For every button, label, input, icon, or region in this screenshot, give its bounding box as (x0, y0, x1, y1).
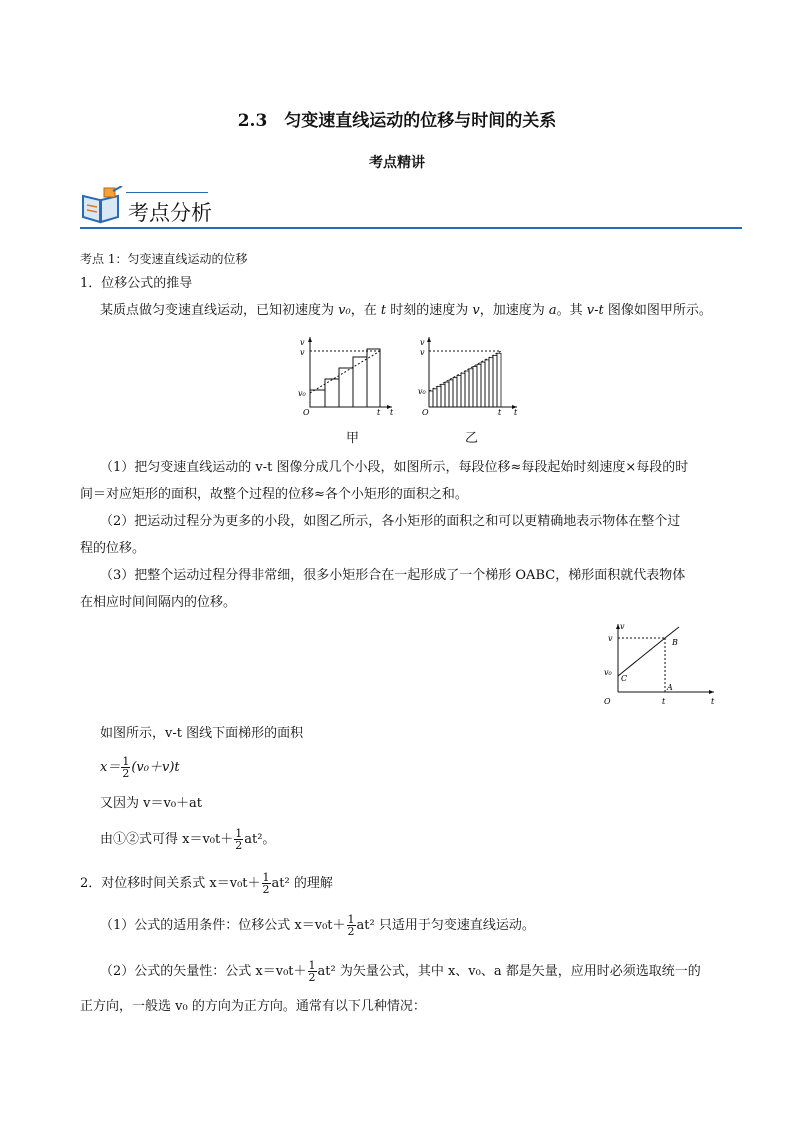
thin-rectangle (449, 380, 453, 407)
thin-rectangle (429, 391, 433, 407)
thin-rectangle (465, 371, 469, 407)
axis-v-label: v (620, 622, 625, 631)
thin-rectangle (461, 373, 465, 407)
item-1-heading: 1．位移公式的推导 (80, 276, 193, 291)
figure-yi-caption: 乙 (465, 431, 479, 446)
thin-rectangle (453, 378, 457, 407)
origin-label: O (303, 408, 310, 417)
banner-title: 考点分析 (128, 201, 212, 225)
tick-v-label: v (608, 634, 613, 643)
area-text: 如图所示，v-t 图线下面梯形的面积 (100, 726, 304, 741)
book-icon (80, 186, 124, 226)
thin-rectangle (473, 367, 477, 407)
thin-rectangle (441, 384, 445, 407)
section-heading: 考点 1：匀变速直线运动的位移 (80, 252, 248, 266)
axis-t-label: t (514, 408, 518, 417)
thin-rectangle (493, 355, 497, 407)
thin-rectangle (497, 353, 501, 407)
point-A-label: A (667, 683, 673, 692)
page-subtitle: 考点精讲 (369, 155, 425, 171)
tick-v0-label: v₀ (418, 387, 426, 396)
paragraph-2-line-1: （2）把运动过程分为更多的小段，如图乙所示，各小矩形的面积之和可以更精确地表示物体在整个过 (100, 514, 681, 529)
thin-rectangle (477, 364, 481, 407)
tick-v-label: v (420, 348, 425, 357)
thin-rectangle (489, 358, 493, 407)
item-2-heading: 2．对位移时间关系式 x＝v₀t＋ $\frac{1}{2}$ at² 的理解 (80, 871, 333, 896)
banner-top-line (126, 192, 208, 193)
thin-rectangle (445, 382, 449, 407)
thin-rectangle (433, 389, 437, 407)
tick-t-label: t (498, 408, 502, 417)
thin-rectangle (437, 387, 441, 407)
figure-yi-graph (417, 333, 521, 417)
origin-label: O (422, 408, 429, 417)
item-2-paragraph-1: （1）公式的适用条件：位移公式 x＝v₀t＋ $\frac{1}{2}$ at² 只适用于匀变速直线运动。 (100, 913, 535, 938)
origin-label: O (604, 697, 611, 706)
paragraph-1-line-2: 间＝对应矩形的面积，故整个过程的位移≈各个小矩形的面积之和。 (80, 487, 468, 502)
equation-1: x＝ $\frac{1}{2}$ (v₀＋v)t (100, 755, 180, 780)
tick-v-label: v (300, 348, 305, 357)
equation-2: 又因为 v＝v₀＋at (100, 796, 203, 811)
axis-v-label: v (300, 338, 305, 347)
paragraph-1-line-1: （1）把匀变速直线运动的 v-t 图像分成几个小段，如图所示，每段位移≈每段起始时刻速度×每段的时 (100, 460, 689, 475)
equation-3: 由①②式可得 x＝v₀t＋ $\frac{1}{2}$ at²。 (100, 827, 276, 852)
point-B-label: B (672, 638, 678, 647)
thin-rectangle (469, 369, 473, 407)
figure-jia-caption: 甲 (346, 431, 360, 446)
axis-t-label: t (390, 408, 394, 417)
thin-rectangle (481, 362, 485, 407)
paragraph-2-line-2: 程的位移。 (80, 541, 146, 556)
trapezoid-graph (596, 620, 720, 710)
tick-v0-label: v₀ (604, 668, 612, 677)
tick-t-label: t (377, 408, 381, 417)
tick-t-label: t (662, 697, 666, 706)
tick-v0-label: v₀ (298, 389, 306, 398)
thin-rectangle (457, 375, 461, 407)
page-title: 2.3 匀变速直线运动的位移与时间的关系 (237, 111, 557, 131)
axis-t-label: t (711, 697, 715, 706)
point-C-label: C (621, 674, 628, 683)
paragraph-3-line-1: （3）把整个运动过程分得非常细，很多小矩形合在一起形成了一个梯形 OABC，梯形面积就代表物体 (100, 568, 686, 583)
banner-divider (80, 227, 742, 229)
item-2-paragraph-2-line-2: 正方向，一般选 v₀ 的方向为正方向。通常有以下几种情况： (80, 999, 426, 1014)
paragraph-3-line-2: 在相应时间间隔内的位移。 (80, 595, 237, 610)
figure-jia-graph (296, 333, 396, 417)
thin-rectangle (485, 360, 489, 407)
item-2-paragraph-2-line-1: （2）公式的矢量性：公式 x＝v₀t＋ $\frac{1}{2}$ at² 为矢量公式，其中 x、v₀、a 都是矢量，应用时必须选取统一的 (100, 959, 701, 984)
intro-paragraph: 某质点做匀变速直线运动，已知初速度为 v₀，在 t 时刻的速度为 v，加速度为 a。其 v-t 图像如图甲所示。 (100, 303, 712, 318)
axis-v-label: v (420, 338, 425, 347)
